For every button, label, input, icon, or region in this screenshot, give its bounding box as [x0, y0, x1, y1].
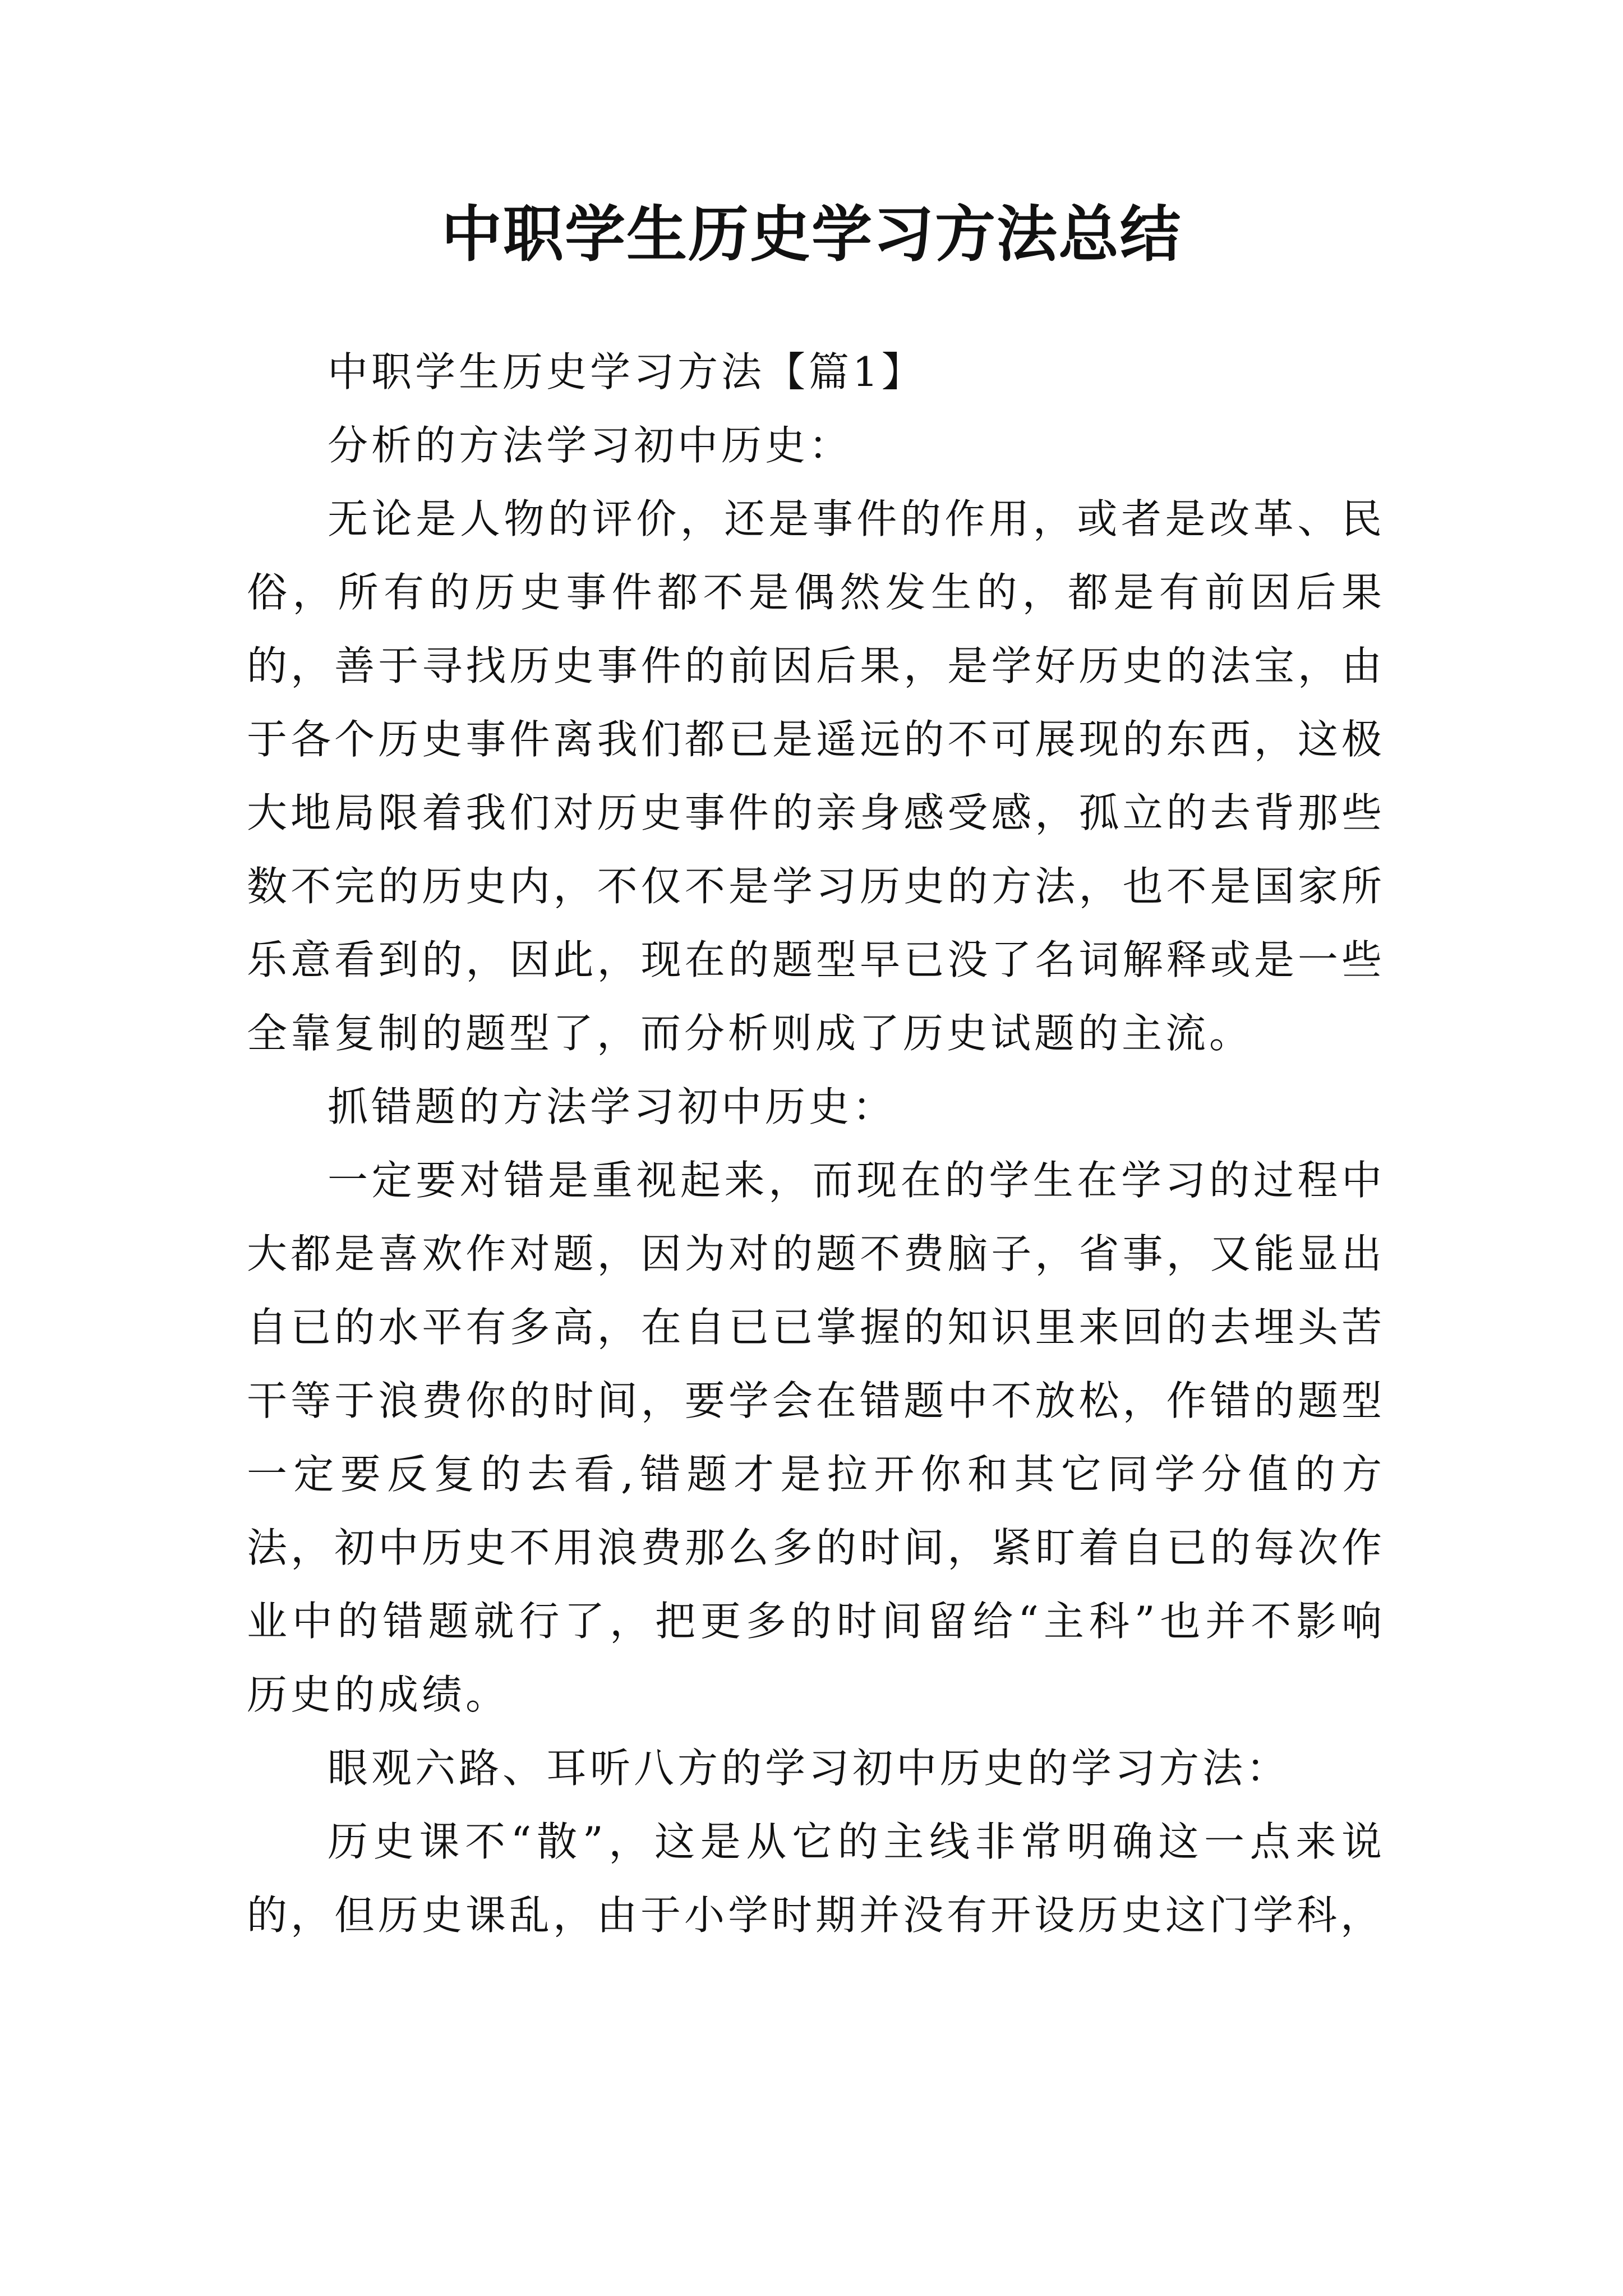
subheading-observe-method: 眼观六路、耳听八方的学习初中历史的学习方法： [328, 1745, 1290, 1792]
paragraph-observe-method: 历史课不“散”，这是从它的主线非常明确这一点来说的，但历史课乱，由于小学时期并没有开设历史这门学科， [247, 1818, 1385, 1939]
subheading-error-method: 抓错题的方法学习初中历史： [328, 1083, 897, 1130]
document-body [247, 335, 1385, 1952]
subheading-analysis-method: 分析的方法学习初中历史： [328, 422, 853, 469]
paragraph-analysis-method: 无论是人物的评价，还是事件的作用，或者是改革、民俗，所有的历史事件都不是偶然发生的，都是有前因后果的，善于寻找历史事件的前因后果，是学好历史的法宝，由于各个历史事件离我们都已是遥远的不可展现的东西，这极大地局限着我们对历史事件的亲身感受感，孤立的去背那些数不完的历史内，不仅不是学习历史的方法，也不是国家所乐意看到的，因此，现在的题型早已没了名词解释或是一些全靠复制的题型了，而分析则成了历史试题的主流。 [247, 495, 1385, 1057]
section-heading: 中职学生历史学习方法【篇1】 [328, 348, 925, 395]
document-title: 中职学生历史学习方法总结 [441, 199, 1182, 270]
paragraph-error-method: 一定要对错是重视起来，而现在的学生在学习的过程中大都是喜欢作对题，因为对的题不费脑子，省事，又能显出自已的水平有多高，在自已已掌握的知识里来回的去埋头苦干等于浪费你的时间，要学会在错题中不放松，作错的题型一定要反复的去看,错题才是拉开你和其它同学分值的方法，初中历史不用浪费那么多的时间，紧盯着自已的每次作业中的错题就行了，把更多的时间留给“主科”也并不影响历史的成绩。 [247, 1157, 1385, 1718]
